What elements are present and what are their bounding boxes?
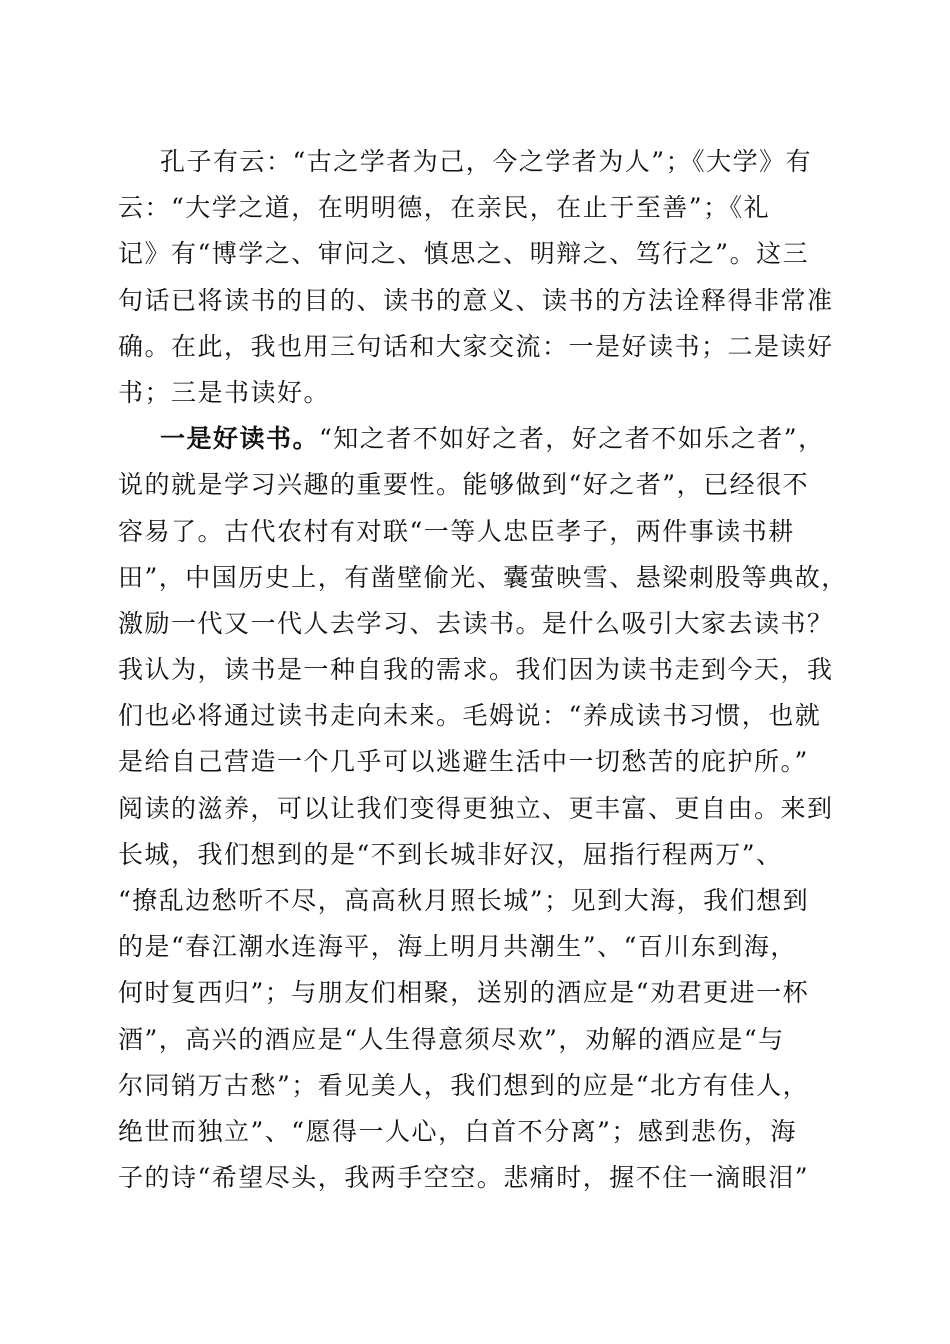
document-body — [118, 139, 848, 1201]
text-line: 子的诗“希望尽头，我两手空空。悲痛时，握不住一滴眼泪” — [118, 1163, 810, 1193]
text-line: 句话已将读书的目的、读书的意义、读书的方法诠释得非常准 — [118, 285, 834, 315]
text-line: 何时复西归”；与朋友们相聚，送别的酒应是“劝君更进一杯 — [118, 978, 810, 1008]
section-heading: 一是好读书。 — [160, 424, 320, 454]
text-line: 孔子有云：“古之学者为己，今之学者为人”；《大学》有 — [160, 147, 813, 176]
text-line: 尔同销万古愁”；看见美人，我们想到的应是“北方有佳人， — [118, 1070, 810, 1100]
text-line: 酒”，高兴的酒应是“人生得意须尽欢”，劝解的酒应是“与 — [118, 1024, 785, 1054]
paragraph-love-reading — [118, 416, 848, 1201]
text-line: 是给自己营造一个几乎可以逃避生活中一切愁苦的庇护所。” — [118, 747, 809, 777]
text-line: 激励一代又一代人去学习、去读书。是什么吸引大家去读书？ — [118, 608, 834, 638]
paragraph-intro — [118, 139, 838, 416]
text-line: 云：“大学之道，在明明德，在亲民，在止于至善”；《礼 — [118, 193, 771, 223]
text-line: 们也必将通过读书走向未来。毛姆说：“养成读书习惯，也就 — [118, 701, 822, 731]
text-line: 田”，中国历史上，有凿壁偷光、囊萤映雪、悬梁刺股等典故， — [118, 562, 848, 592]
text-line: 长城，我们想到的是“不到长城非好汉，屈指行程两万”、 — [118, 839, 783, 869]
text-line: 说的就是学习兴趣的重要性。能够做到“好之者”，已经很不 — [118, 470, 810, 500]
text-line: 确。在此，我也用三句话和大家交流：一是好读书；二是读好 — [118, 331, 834, 361]
text-line: 我认为，读书是一种自我的需求。我们因为读书走到今天，我 — [118, 655, 834, 685]
text-line: 阅读的滋养，可以让我们变得更独立、更丰富、更自由。来到 — [118, 793, 834, 823]
text-line: “撩乱边愁听不尽，高高秋月照长城”；见到大海，我们想到 — [118, 886, 810, 915]
text-line — [118, 416, 838, 462]
text-line: 绝世而独立”、“愿得一人心，白首不分离”；感到悲伤，海 — [118, 1116, 797, 1146]
text-line: 的是“春江潮水连海平，海上明月共潮生”、“百川东到海， — [118, 932, 797, 962]
text-segment: “知之者不如好之者，好之者不如乐之者”， — [319, 424, 825, 454]
text-line: 书；三是书读好。 — [118, 377, 331, 407]
text-line: 记》有“博学之、审问之、慎思之、明辩之、笃行之”。这三 — [118, 239, 810, 269]
text-line: 容易了。古代农村有对联“一等人忠臣孝子，两件事读书耕 — [118, 516, 795, 546]
